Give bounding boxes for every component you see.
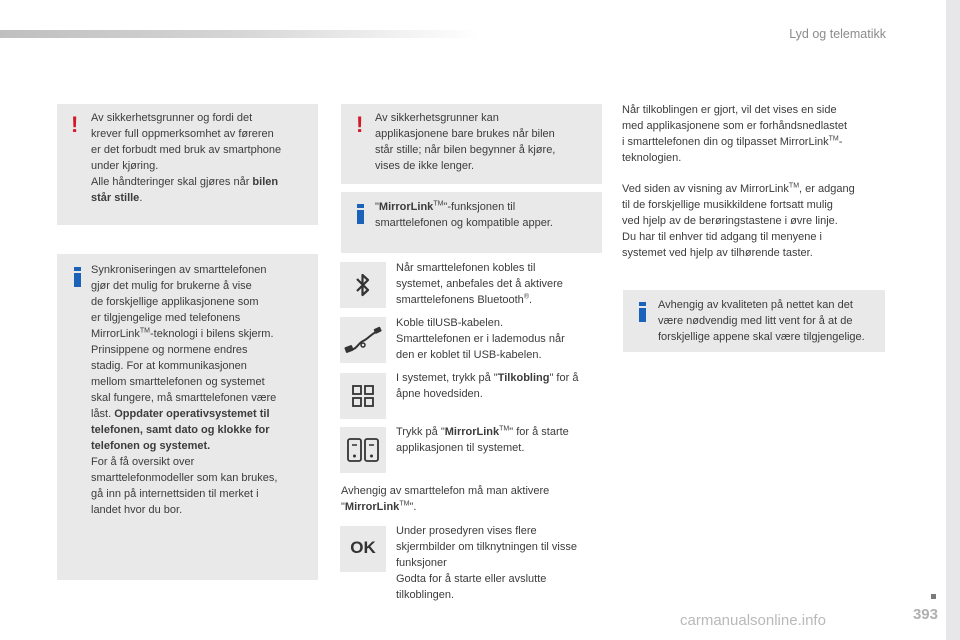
- text-line: teknologien.: [622, 152, 682, 164]
- text-line: være nødvendig med litt vent for å at de: [658, 315, 853, 327]
- text-line: [91, 326, 315, 342]
- text-line: smarttelefonen og kompatible apper.: [375, 217, 553, 229]
- usb-cable-tile: [340, 317, 386, 363]
- text-line: under kjøring.: [91, 160, 159, 172]
- text-line: Av sikkerhetsgrunner og fordi det: [91, 112, 253, 124]
- bluetooth-icon: [340, 262, 386, 308]
- mirrorlink-icon: [340, 427, 386, 473]
- tm-mark: TM: [399, 500, 410, 508]
- text-span: ": [375, 201, 379, 213]
- warning-box-left: [57, 104, 318, 225]
- text-line: forskjellige appene skal være tilgjengelige.: [658, 331, 865, 343]
- text-line: systemet, anbefales det å aktivere: [396, 278, 563, 290]
- info-icon: [74, 267, 81, 287]
- bold-span: MirrorLink: [378, 201, 434, 213]
- text-line: gjør det mulig for brukerne å vise: [91, 280, 252, 292]
- connection-menu-button[interactable]: [340, 373, 386, 419]
- text-line: [396, 370, 606, 386]
- warning-icon: !: [71, 112, 79, 137]
- text-span: "-funksjonen til: [443, 201, 516, 213]
- usb-cable-icon: [340, 317, 386, 363]
- ok-label: OK: [350, 538, 376, 557]
- text-line: smarttelefonmodeller som kan brukes,: [91, 472, 278, 484]
- text-line: Smarttelefonen er i lademodus når: [396, 333, 565, 345]
- text-span: .: [528, 294, 533, 306]
- text-line: Du har til enhver tid adgang til menyene i: [622, 231, 822, 243]
- bluetooth-step-text: [396, 260, 606, 308]
- ok-button[interactable]: [340, 526, 386, 572]
- text-line: Avhengig av smarttelefon må man aktivere: [341, 485, 550, 497]
- text-line: åpne hovedsiden.: [396, 388, 483, 400]
- watermark-text: carmanualsonline.info: [680, 612, 826, 629]
- text-line: [91, 190, 313, 206]
- ok-step-text: [396, 523, 606, 603]
- text-line: krever full oppmerksomhet av føreren: [91, 128, 274, 140]
- info-icon: [357, 204, 364, 224]
- text-line: vises de ikke lenger.: [375, 160, 475, 172]
- text-span: , er adgang: [799, 183, 855, 195]
- info-box-middle: [341, 192, 602, 253]
- right-paragraph-2: [622, 181, 892, 261]
- text-line: er tilgjengelige med telefonens: [91, 312, 241, 324]
- bold-span: MirrorLink: [444, 426, 500, 438]
- text-line: [396, 424, 606, 440]
- text-line: står stille; når bilen begynner å kjøre,: [375, 144, 556, 156]
- text-line: [375, 199, 599, 215]
- text-line: til de forskjellige musikkildene fortsatt mulig: [622, 199, 833, 211]
- mirrorlink-step-text: [396, 424, 606, 456]
- text-span: -teknologi i bilens skjerm.: [150, 328, 274, 340]
- text-line: telefonen, samt dato og klokke for: [91, 424, 270, 436]
- text-line: Når smarttelefonen kobles til: [396, 262, 536, 274]
- bold-span: Oppdater operativsystemet til: [114, 408, 270, 420]
- text-span: Trykk på ": [396, 426, 445, 438]
- text-line: applikasjonen til systemet.: [396, 442, 525, 454]
- text-line: Prinsippene og normene endres: [91, 344, 248, 356]
- text-span: ".: [409, 501, 417, 513]
- text-line: de forskjellige applikasjonene som: [91, 296, 259, 308]
- text-line: landet hvor du bor.: [91, 504, 183, 516]
- text-span: Alle håndteringer skal gjøres når: [91, 176, 253, 188]
- tm-mark: TM: [828, 135, 839, 143]
- activation-note: [341, 483, 603, 515]
- text-span: .: [139, 192, 143, 204]
- right-paragraph-1: [622, 102, 892, 166]
- text-line: gå inn på internettsiden til merket i: [91, 488, 259, 500]
- text-line: med applikasjonene som er forhåndsnedlastet: [622, 120, 848, 132]
- text-line: Når tilkoblingen er gjort, vil det vises en side: [622, 104, 837, 116]
- text-span: MirrorLink: [91, 328, 140, 340]
- text-line: den er koblet til USB-kabelen.: [396, 349, 542, 361]
- mirrorlink-button[interactable]: [340, 427, 386, 473]
- tm-mark: TM: [499, 425, 510, 433]
- text-line: tilkoblingen.: [396, 589, 455, 601]
- text-line: skal fungere, må smarttelefonen være: [91, 392, 277, 404]
- text-line: stadig. For at kommunikasjonen: [91, 360, 247, 372]
- text-span: smarttelefonens Bluetooth: [396, 294, 524, 306]
- page-marker: [931, 594, 936, 599]
- text-line: [341, 499, 603, 515]
- text-line: Avhengig av kvaliteten på nettet kan det: [658, 299, 853, 311]
- text-span: " for å: [549, 372, 579, 384]
- text-line: [396, 292, 606, 308]
- text-line: systemet ved hjelp av tilhørende taster.: [622, 247, 813, 259]
- text-line: [91, 406, 315, 422]
- text-line: applikasjonene bare brukes når bilen: [375, 128, 555, 140]
- tm-mark: TM: [139, 327, 151, 335]
- text-line: er det forbudt med bruk av smartphone: [91, 144, 282, 156]
- section-title: Lyd og telematikk: [789, 27, 886, 41]
- bluetooth-button[interactable]: [340, 262, 386, 308]
- bold-span: står stille: [91, 192, 140, 204]
- text-line: Under prosedyren vises flere: [396, 525, 537, 537]
- menu-step-text: [396, 370, 606, 402]
- text-span: Ved siden av visning av MirrorLink: [622, 183, 789, 195]
- text-span: " for å starte: [509, 426, 569, 438]
- tm-mark: TM: [433, 200, 444, 208]
- info-box-left: [57, 254, 318, 580]
- text-line: [622, 181, 892, 197]
- bold-span: MirrorLink: [344, 501, 400, 513]
- usb-step-text: [396, 315, 606, 363]
- grid-menu-icon: [340, 373, 386, 419]
- text-span: ": [341, 501, 345, 513]
- text-line: mellom smarttelefonen og systemet: [91, 376, 265, 388]
- text-line: funksjoner: [396, 557, 447, 569]
- text-span: låst.: [91, 408, 115, 420]
- text-span: i smarttelefonen din og tilpasset MirrorLink: [622, 136, 829, 148]
- tm-mark: TM: [788, 182, 800, 190]
- bold-span: Tilkobling: [497, 372, 550, 384]
- warning-icon: !: [356, 112, 364, 137]
- info-box-right: [623, 290, 885, 352]
- warning-box-middle: [341, 104, 602, 184]
- text-line: skjermbilder om tilknytningen til visse: [396, 541, 577, 553]
- page-number: 393: [912, 606, 938, 623]
- text-line: For å få oversikt over: [91, 456, 195, 468]
- text-line: ved hjelp av de berøringstastene i øvre linje.: [622, 215, 838, 227]
- text-line: [622, 134, 892, 150]
- reg-mark: ®: [523, 293, 529, 301]
- text-line: telefonen og systemet.: [91, 440, 211, 452]
- page-edge-strip: [946, 0, 960, 640]
- info-icon: [639, 302, 646, 322]
- text-line: Synkroniseringen av smarttelefonen: [91, 264, 267, 276]
- text-line: Av sikkerhetsgrunner kan: [375, 112, 499, 124]
- header-rule: [0, 30, 480, 38]
- text-line: Koble tilUSB-kabelen.: [396, 317, 504, 329]
- bold-span: bilen: [252, 176, 279, 188]
- text-span: -: [838, 136, 843, 148]
- text-span: I systemet, trykk på ": [396, 372, 498, 384]
- text-line: Godta for å starte eller avslutte: [396, 573, 547, 585]
- text-line: [91, 174, 313, 190]
